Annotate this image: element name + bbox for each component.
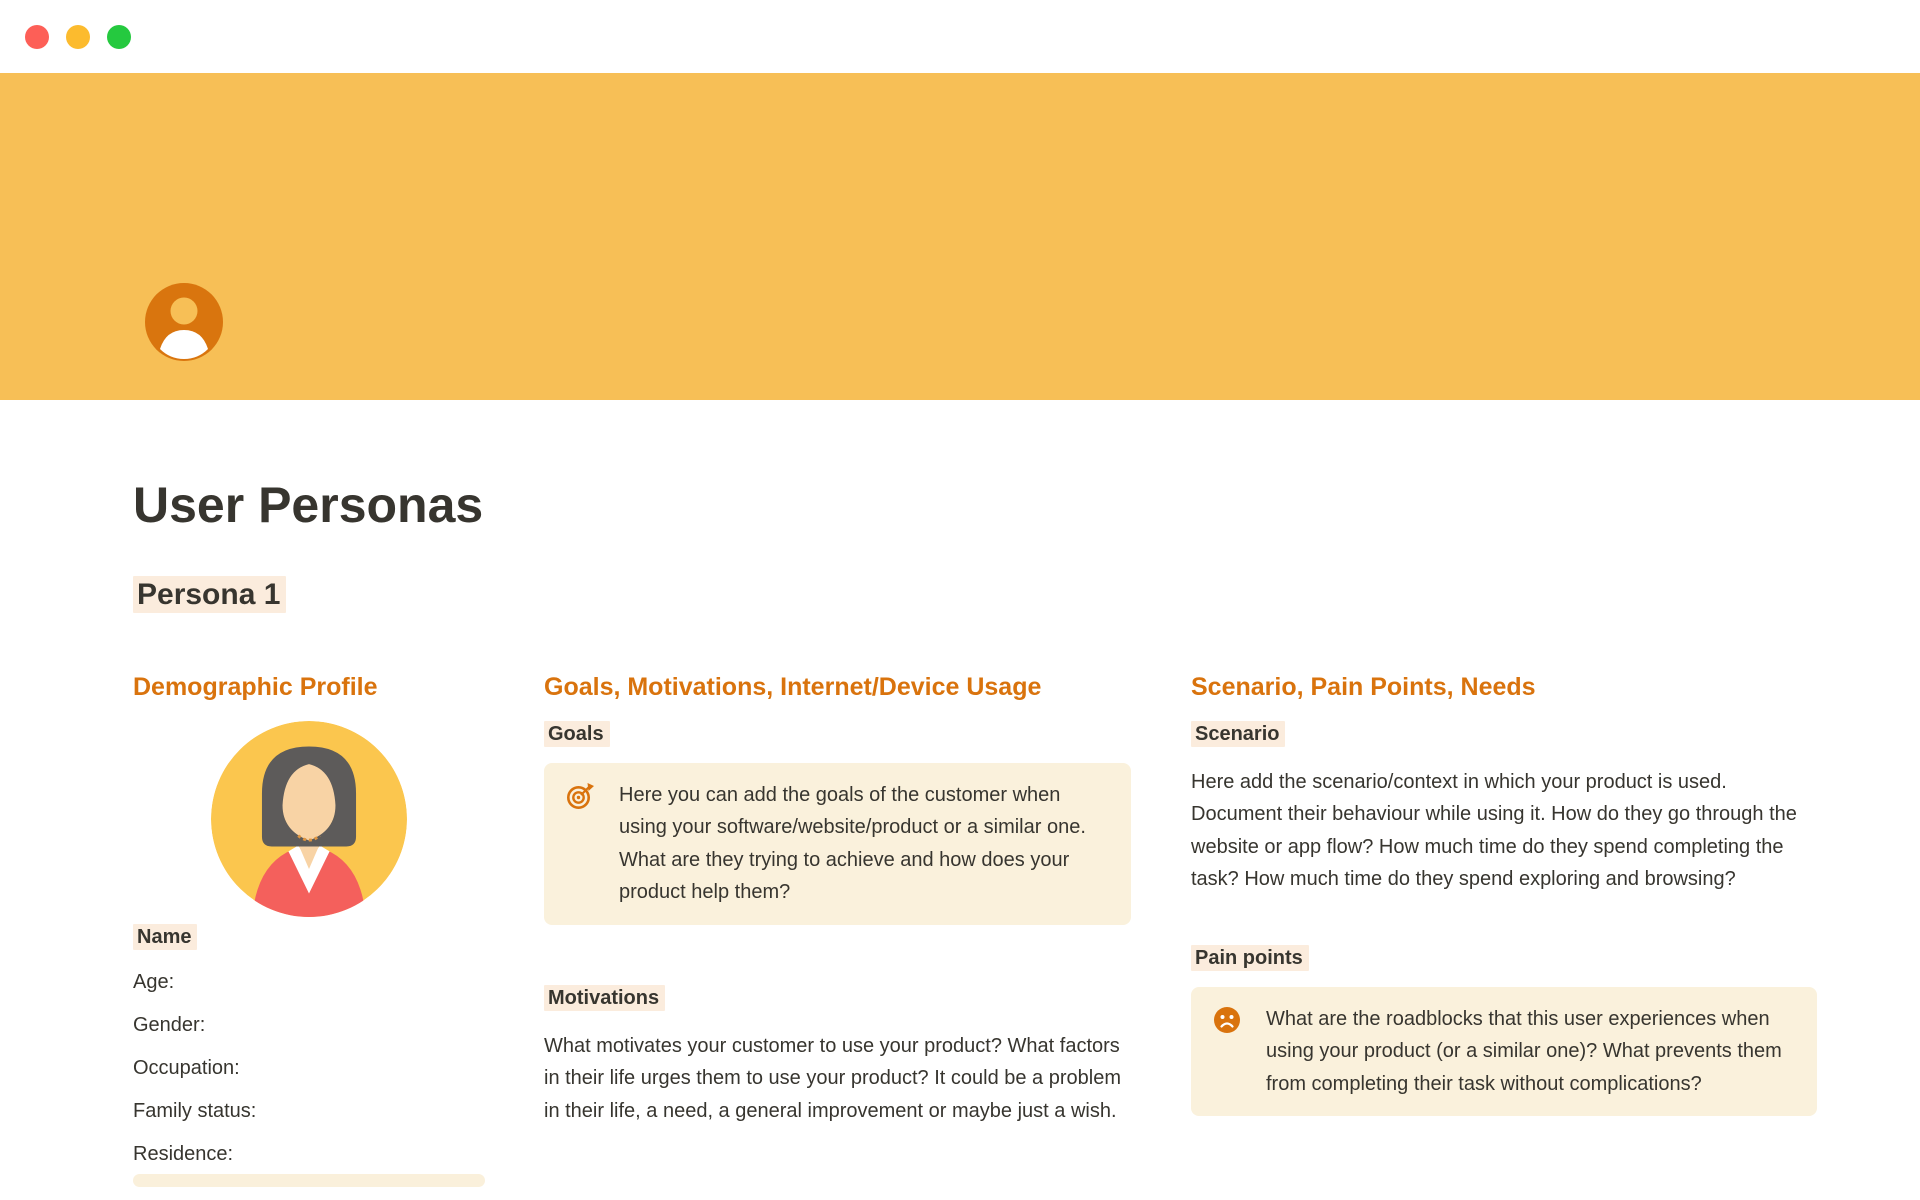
scenario-label: Scenario bbox=[1191, 719, 1817, 749]
gender-field: Gender: bbox=[133, 1013, 206, 1036]
family-status-field: Family status: bbox=[133, 1099, 257, 1122]
motivations-text: What motivates your customer to use your product? What factors in their life urges them to use your product? It could be a problem in their life, a need, a general improvement or maybe just a wish. bbox=[544, 1034, 1121, 1122]
goals-callout bbox=[544, 763, 1131, 925]
residence-field: Residence: bbox=[133, 1142, 234, 1165]
woman-avatar-illustration bbox=[133, 721, 484, 917]
persona-columns bbox=[133, 671, 1817, 1187]
goals-callout-text: Here you can add the goals of the customer when using your software/website/product or a similar one. What are they trying to achieve and how does your product help them? bbox=[619, 783, 1086, 903]
window-header bbox=[0, 0, 1920, 400]
close-button[interactable] bbox=[25, 25, 49, 49]
persona-section-heading bbox=[133, 575, 1920, 614]
maximize-button[interactable] bbox=[107, 25, 131, 49]
column-scenario-painpoints bbox=[1191, 671, 1817, 1187]
pain-points-callout bbox=[1191, 987, 1817, 1117]
page-title: User Personas bbox=[133, 477, 484, 533]
window-titlebar bbox=[0, 0, 1920, 73]
page-content bbox=[0, 475, 1920, 1187]
goals-label: Goals bbox=[544, 719, 1131, 749]
page-cover-banner bbox=[0, 73, 1920, 400]
goals-motivations-heading: Goals, Motivations, Internet/Device Usage bbox=[544, 673, 1042, 701]
target-icon bbox=[566, 782, 594, 810]
window-controls bbox=[25, 25, 131, 49]
scenario-painpoints-heading: Scenario, Pain Points, Needs bbox=[1191, 673, 1536, 701]
cutoff-callout-top bbox=[133, 1174, 485, 1187]
motivations-label: Motivations bbox=[544, 983, 1131, 1013]
demographic-profile-heading: Demographic Profile bbox=[133, 673, 378, 701]
occupation-field: Occupation: bbox=[133, 1056, 240, 1079]
sad-face-icon bbox=[1213, 1006, 1241, 1034]
column-goals-motivations bbox=[544, 671, 1131, 1187]
column-demographic-profile bbox=[133, 671, 484, 1187]
name-label: Name bbox=[133, 922, 484, 952]
minimize-button[interactable] bbox=[66, 25, 90, 49]
age-field: Age: bbox=[133, 970, 175, 993]
demographic-fields bbox=[133, 966, 484, 1170]
pain-points-label: Pain points bbox=[1191, 943, 1817, 973]
person-icon[interactable] bbox=[145, 283, 223, 361]
persona-heading-text: Persona 1 bbox=[133, 576, 286, 613]
scenario-text: Here add the scenario/context in which your product is used. Document their behaviour while using it. How do they go through the website or app flow? How much time do they spend completing the task? How much time do they spend exploring and browsing? bbox=[1191, 770, 1797, 890]
pain-points-callout-text: What are the roadblocks that this user experiences when using your product (or a similar one)? What prevents them from completing their task without complications? bbox=[1266, 1007, 1782, 1095]
